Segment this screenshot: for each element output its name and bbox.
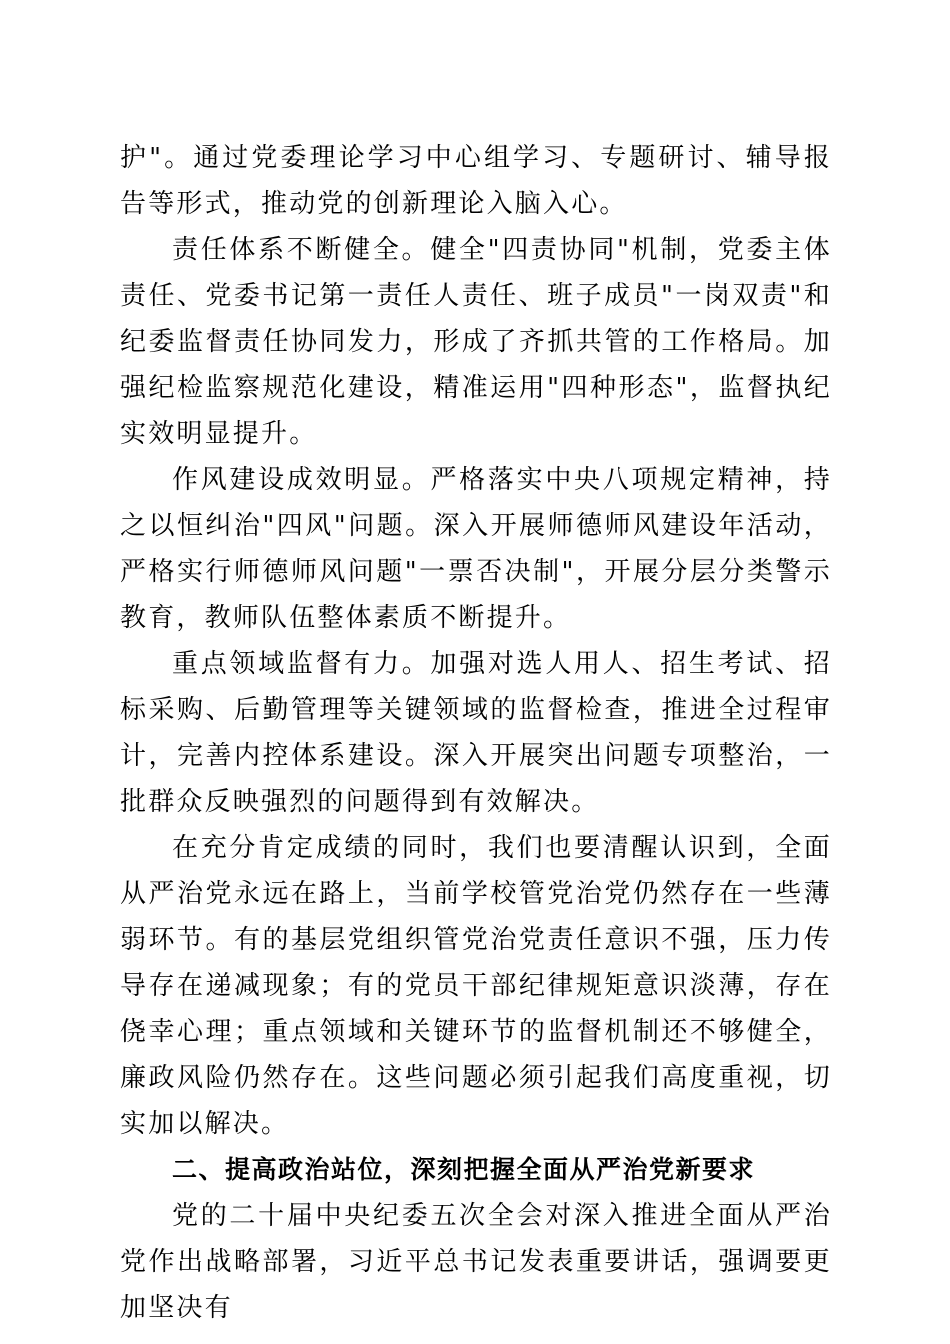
paragraph-requirements: 党的二十届中央纪委五次全会对深入推进全面从严治党作出战略部署，习近平总书记发表重要讲话，强调要更加坚决有 (120, 1201, 832, 1323)
section-heading: 二、提高政治站位，深刻把握全面从严治党新要求 (172, 1155, 756, 1184)
paragraph-work-style: 作风建设成效明显。严格落实中央八项规定精神，持之以恒纠治"四风"问题。深入开展师德师风建设年活动，严格实行师德师风问题"一票否决制"，开展分层分类警示教育，教师队伍整体素质不断提升。 (120, 465, 832, 633)
document-page (120, 135, 832, 1331)
paragraph-continued: 护"。通过党委理论学习中心组学习、专题研讨、辅导报告等形式，推动党的创新理论入脑入心。 (120, 143, 832, 219)
paragraph-responsibility-system: 责任体系不断健全。健全"四责协同"机制，党委主体责任、党委书记第一责任人责任、班子成员"一岗双责"和纪委监督责任协同发力，形成了齐抓共管的工作格局。加强纪检监察规范化建设，精准运用"四种形态"，监督执纪实效明显提升。 (120, 235, 832, 449)
paragraph-key-area-supervision: 重点领域监督有力。加强对选人用人、招生考试、招标采购、后勤管理等关键领域的监督检查，推进全过程审计，完善内控体系建设。深入开展突出问题专项整治，一批群众反映强烈的问题得到有效解决。 (120, 649, 832, 817)
paragraph-weaknesses: 在充分肯定成绩的同时，我们也要清醒认识到，全面从严治党永远在路上，当前学校管党治党仍然存在一些薄弱环节。有的基层党组织管党治党责任意识不强，压力传导存在递减现象；有的党员干部纪律规矩意识淡薄，存在侥幸心理；重点领域和关键环节的监督机制还不够健全，廉政风险仍然存在。这些问题必须引起我们高度重视，切实加以解决。 (120, 833, 832, 1139)
